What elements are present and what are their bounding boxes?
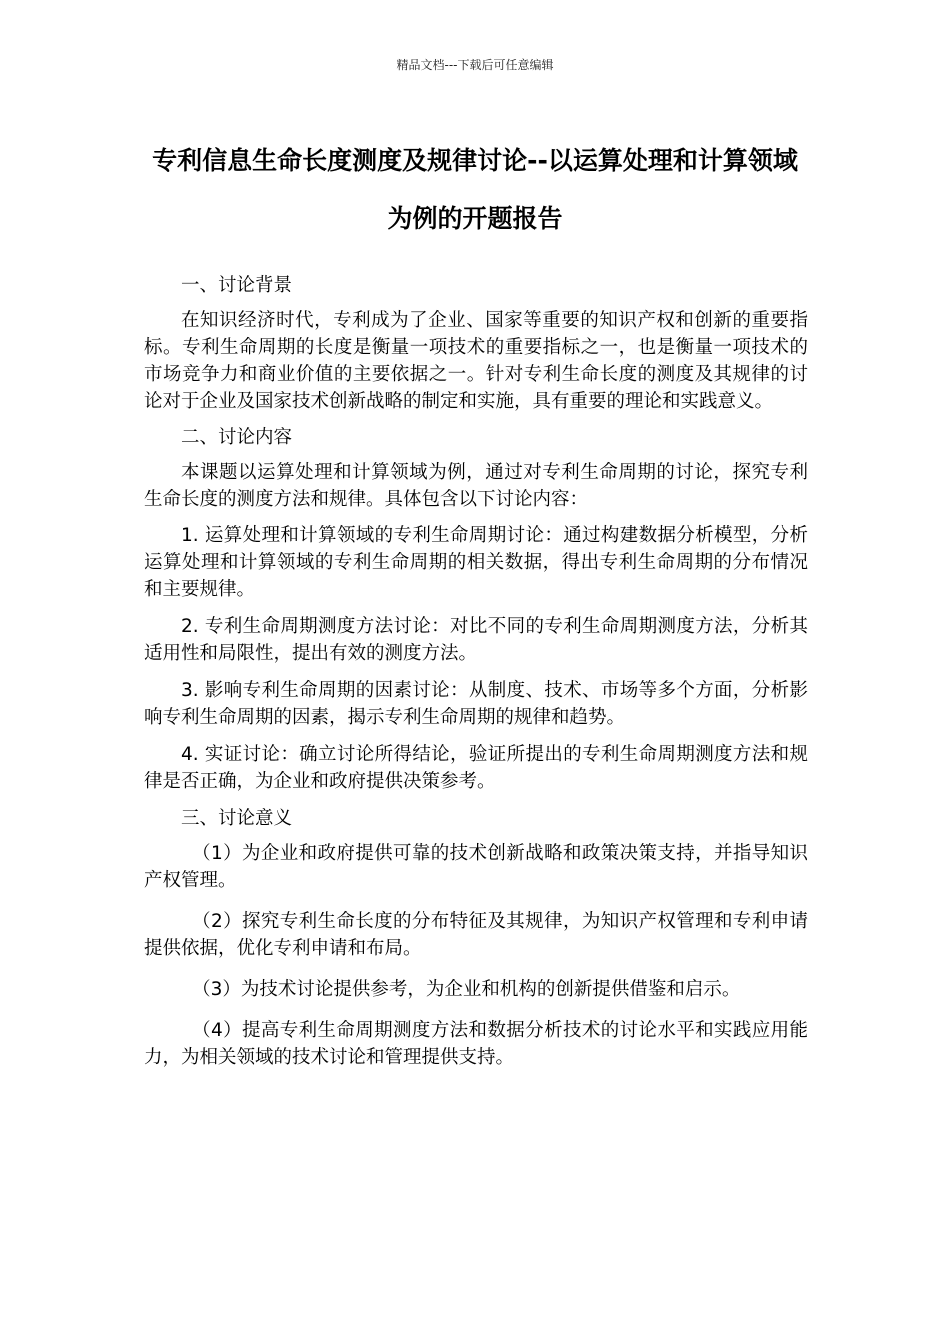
- content-item-3: 3. 影响专利生命周期的因素讨论：从制度、技术、市场等多个方面，分析影响专利生命周期的因素，揭示专利生命周期的规律和趋势。: [144, 680, 808, 728]
- content-item-2: 2. 专利生命周期测度方法讨论：对比不同的专利生命周期测度方法，分析其适用性和局限性，提出有效的测度方法。: [144, 616, 808, 664]
- content-item-4: 4. 实证讨论：确立讨论所得结论，验证所提出的专利生命周期测度方法和规律是否正确，为企业和政府提供决策参考。: [144, 744, 808, 792]
- significance-item-3: （3）为技术讨论提供参考，为企业和机构的创新提供借鉴和启示。: [192, 979, 741, 1000]
- significance-item-2: （2）探究专利生命长度的分布特征及其规律，为知识产权管理和专利申请提供依据，优化专利申请和布局。: [144, 911, 808, 959]
- document-title: 专利信息生命长度测度及规律讨论--以运算处理和计算领域为例的开题报告: [152, 146, 798, 233]
- content-item-1: 1. 运算处理和计算领域的专利生命周期讨论：通过构建数据分析模型，分析运算处理和计算领域的专利生命周期的相关数据，得出专利生命周期的分布情况和主要规律。: [144, 525, 808, 600]
- section-heading-significance: 三、讨论意义: [181, 808, 293, 829]
- content-intro-paragraph: 本课题以运算处理和计算领域为例，通过对专利生命周期的讨论，探究专利生命长度的测度方法和规律。具体包含以下讨论内容：: [144, 462, 808, 510]
- background-paragraph: 在知识经济时代，专利成为了企业、国家等重要的知识产权和创新的重要指标。专利生命周期的长度是衡量一项技术的重要指标之一，也是衡量一项技术的市场竞争力和商业价值的主要依据之一。针对专利生命长度的测度及其规律的讨论对于企业及国家技术创新战略的制定和实施，具有重要的理论和实践意义。: [144, 310, 808, 412]
- section-heading-content: 二、讨论内容: [181, 427, 293, 448]
- significance-item-4: （4）提高专利生命周期测度方法和数据分析技术的讨论水平和实践应用能力，为相关领域的技术讨论和管理提供支持。: [144, 1020, 808, 1068]
- page-header: 精品文档---下载后可任意编辑: [396, 58, 554, 72]
- document-body: [144, 268, 808, 1085]
- significance-item-1: （1）为企业和政府提供可靠的技术创新战略和政策决策支持，并指导知识产权管理。: [144, 843, 808, 891]
- section-heading-background: 一、讨论背景: [181, 275, 293, 296]
